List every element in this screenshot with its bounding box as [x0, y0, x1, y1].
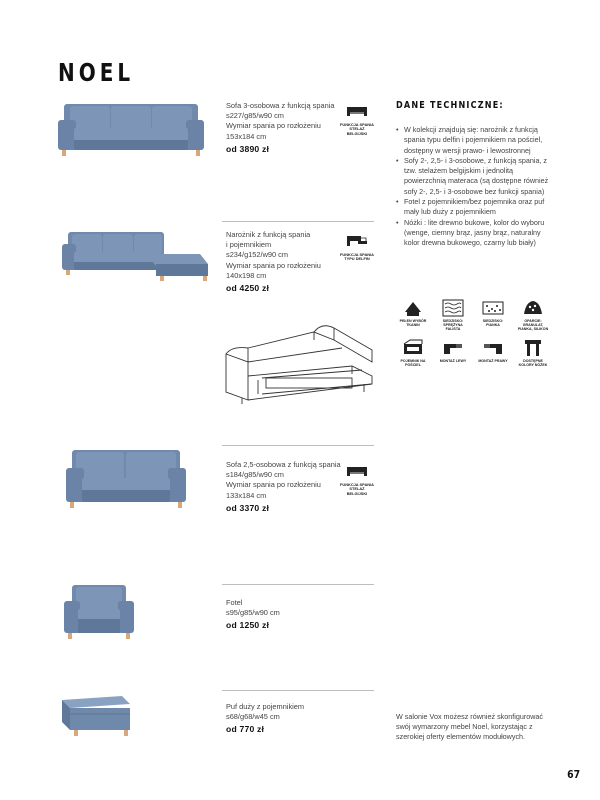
- feature-seat-foam: SIEDZISKO: PIANKA: [476, 297, 510, 331]
- sofa-bed-icon: [346, 104, 368, 118]
- divider: [222, 221, 374, 222]
- sleep-size-label: Wymiar spania po rozłożeniu: [226, 480, 321, 490]
- technical-data-list: [396, 125, 556, 249]
- product-fotel: [226, 598, 344, 631]
- divider: [222, 584, 374, 585]
- footnote: W salonie Vox możesz również skonfigurować swój wymarzony mebel Noel, korzystając z szerokiej oferty elementów modułowych.: [396, 712, 544, 742]
- montaz-lewy-icon: [442, 338, 464, 358]
- technical-data-heading: DANE TECHNICZNE:: [396, 100, 504, 111]
- sofa-3-osobowa-image: [56, 100, 206, 162]
- page-number: 67: [567, 768, 581, 781]
- feature-full-fabric-choice: PEŁEN WYBÓR TKANIN: [396, 297, 430, 331]
- list-item: • W kolekcji znajdują się: narożnik z funkcją spania typu delfin i pojemnikiem na pościel, dostępny w wersji prawo- i lewostronnej: [396, 125, 556, 156]
- product-name: Fotel: [226, 598, 243, 607]
- dolphin-mechanism-drawing: [222, 318, 378, 408]
- product-dimensions: s227/g85/w90 cm: [226, 111, 284, 121]
- product-naroznik: [226, 230, 344, 293]
- sleep-size-label: Wymiar spania po rozłożeniu: [226, 260, 321, 270]
- product-price: od 1250 zł: [226, 620, 270, 631]
- sleep-size-value: 153x184 cm: [226, 131, 267, 141]
- product-name: Puf duży z pojemnikiem: [226, 702, 305, 711]
- product-name: Sofa 2,5-osobowa z funkcją spania: [226, 460, 341, 469]
- siedzisko-sprezyna-falista-icon: [442, 298, 464, 318]
- fotel-image: [62, 583, 136, 643]
- sleep-size-value: 140x198 cm: [226, 270, 267, 280]
- product-name-cont: i pojemnikiem: [226, 240, 272, 250]
- oparcie-granulat-pianka-silikon-icon: [522, 298, 544, 318]
- list-item: • Fotel z pojemnikiem/bez pojemnika oraz puf mały lub duży z pojemnikiem: [396, 197, 556, 218]
- product-price: od 3890 zł: [226, 143, 270, 154]
- sleep-function-badge: FUNKCJA SPANIA STELAŻ BELGIJSKI: [340, 464, 374, 496]
- product-name: Sofa 3-osobowa z funkcją spania: [226, 101, 335, 110]
- sofa-2-5-osobowa-image: [64, 446, 188, 514]
- product-price: od 3370 zł: [226, 502, 270, 513]
- product-name: Narożnik z funkcją spania: [226, 230, 311, 239]
- feature-seat-spring: SIEDZISKO: SPRĘŻYNA FALISTA: [436, 297, 470, 331]
- pelen-wybor-tkanin-icon: [403, 298, 423, 318]
- pojemnik-na-posciel-icon: [402, 338, 424, 358]
- feature-icons: [396, 297, 548, 371]
- product-sofa-2-5-osobowa: [226, 460, 344, 513]
- sleep-size-label: Wymiar spania po rozłożeniu: [226, 121, 321, 131]
- technical-data: [396, 100, 556, 249]
- feature-left-assembly: MONTAŻ LEWY: [436, 337, 470, 371]
- product-dimensions: s95/g85/w90 cm: [226, 608, 280, 618]
- page-title: NOEL: [58, 58, 135, 87]
- divider: [222, 445, 374, 446]
- puf-image: [56, 692, 134, 742]
- feature-backrest: OPARCIE: GRANULAT, PIANKA, SILIKON: [516, 297, 550, 331]
- product-sofa-3-osobowa: [226, 101, 344, 154]
- montaz-prawy-icon: [482, 338, 504, 358]
- sleep-function-badge: FUNKCJA SPANIA STELAŻ BELGIJSKI: [340, 104, 374, 136]
- feature-right-assembly: MONTAŻ PRAWY: [476, 337, 510, 371]
- feature-leg-colors: DOSTĘPNE KOLORY NÓŻEK: [516, 337, 550, 371]
- list-item: • Nóżki : lite drewno bukowe, kolor do wyboru (wenge, ciemny brąz, jasny brąz, naturalny kolor drewna bukowego, czarny lub biały): [396, 218, 556, 249]
- dostepne-kolory-nozek-icon: [522, 338, 544, 358]
- sleep-function-badge: FUNKCJA SPANIA TYPU DELFIN: [340, 234, 374, 262]
- product-dimensions: s234/g152/w90 cm: [226, 250, 289, 260]
- siedzisko-pianka-icon: [482, 298, 504, 318]
- product-price: od 770 zł: [226, 724, 265, 735]
- product-puf: [226, 702, 344, 735]
- divider: [222, 690, 374, 691]
- product-dimensions: s68/g68/w45 cm: [226, 712, 280, 722]
- product-price: od 4250 zł: [226, 283, 270, 294]
- sofa-bed-icon: [346, 464, 368, 478]
- feature-bedding-container: POJEMNIK NA POŚCIEL: [396, 337, 430, 371]
- naroznik-image: [60, 228, 210, 290]
- list-item: • Sofy 2-, 2,5- i 3-osobowe, z funkcją spania, z tzw. stelażem belgijskim i jednolitą powierzchnią materaca (są dostępne również sofy 2-, 2,5- i 3-osobowe bez funkcji spania): [396, 156, 556, 197]
- sleep-size-value: 133x184 cm: [226, 490, 267, 500]
- product-dimensions: s184/g85/w90 cm: [226, 470, 284, 480]
- dolphin-sofa-bed-icon: [346, 234, 368, 248]
